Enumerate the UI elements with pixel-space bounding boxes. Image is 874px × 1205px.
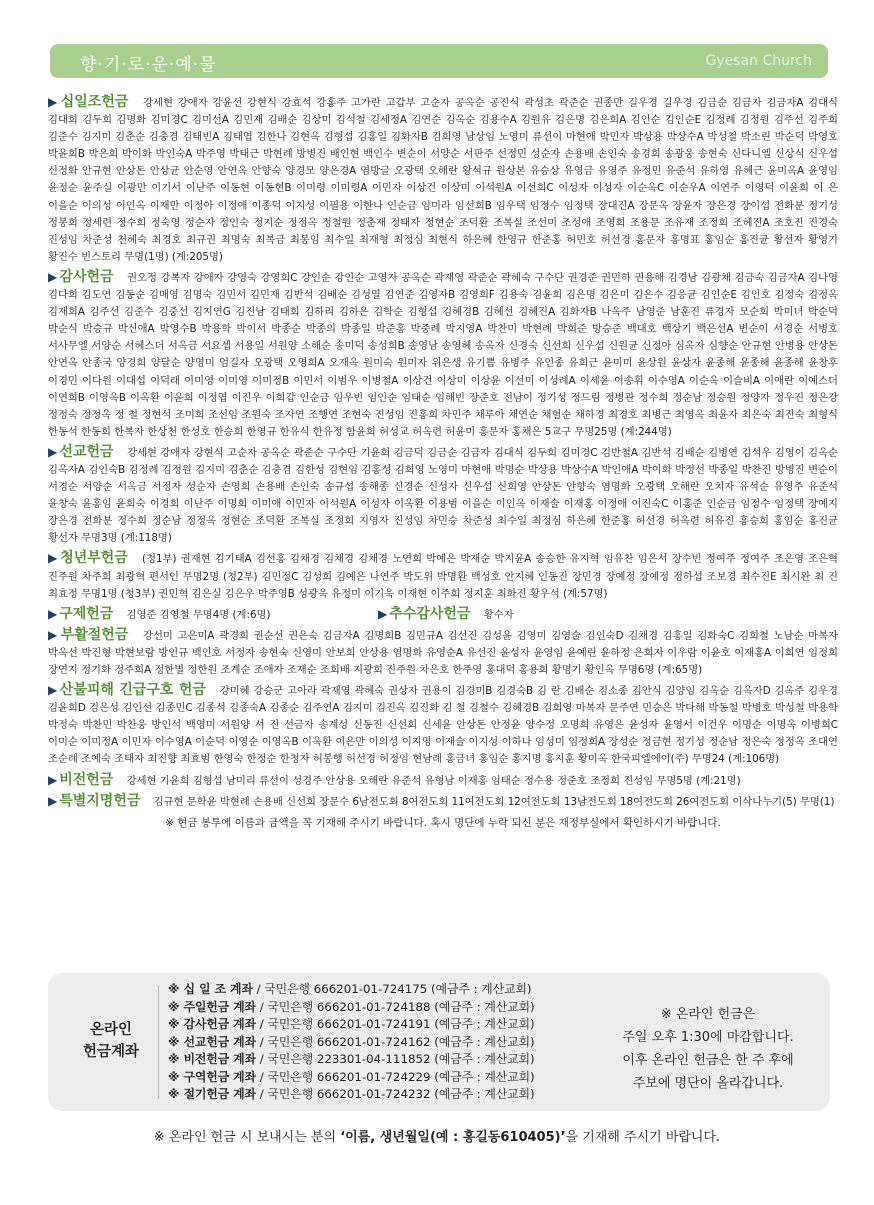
account-item: ※ 선교헌금 계좌 / 국민은행 666201-01-724162 (예금주 : 계산교회) [168, 1034, 535, 1049]
section-total: (계:244명) [620, 425, 672, 438]
name-list: 권오정 강복자 강애자 강영숙 강영희C 강인순 강인순 고영자 공옥순 곽재영 곽준순 곽혜숙 구수단 권경준 권민하 권용해 김경남 김광채 김금숙 김금자A 김나영 김다희 김도연 김동순 김매영 김명숙 김민서 김민재 김반석 김배순 김성열 김연준 김영자B 김영희F 김용숙 김윤희 김은명 김은미 김은수 김응균 김인순E 김인호 김정숙 김정옥 김재희A 김주선 김준수 김중선 김지연G 김진남 김태희 김하리 김하은 김학순 김형섭 김혜경B 김혜선 김혜진A 김화자B 나옥주 남영준 남훈진 류경자 모순희 박미녀 박순덕 박순식 박승규 박신애A 박영수B 박용학 박이서 박종순 박종의 박종일 박준홍 박중례 박지영A 박찬미 박현례 박희준 방승준 백대호 백상기 백은선A 변순이 서경순 서병호 서사무엘 서양순 서혜스더 서옥금 서요셉 서용일 서원양 소해순 송미덕 송성희B 송영남 송영혜 송옥자 신경숙 신선희 신우섭 신원균 신정아 심옥자 심향순 안규현 안병용 안상돈 안연옥 안종국 양경희 양달순 양영미 엄길자 오광택 오영희A 오재옥 원미숙 원미자 위은생 유기쁨 유병주 유인종 유희근 윤미미 윤상원 윤상자 윤종해 윤종해 윤종해 윤창후 이경민 이다원 이대섭 이덕래 이미영 이미영 이미정B 이민서 이범우 이병철A 이상건 이상미 이상윤 이선미 이성례A 이세윤 이송휘 이수영A 이순옥 이슬비A 이애란 이예스더 이연희B 이영옥B 이옥환 이윤희 이정엽 이진우 이희갑 인순금 임우빈 임인순 임태순 임해빈 장준호 전남이 정기성 정드림 정병관 정수희 정순남 정승원 정양자 정우진 정은강 정정숙 정정옥 정 철 정현석 조미희 조선임 조원숙 조자연 조행연 조현숙 진성임 진홍희 차민주 채루아 채연순 채혈순 채하경 최경호 최병근 최영옥 최윤자 최은숙 최진숙 최형식 한동석 한동희 한복자 한상천 한성호 한승희 한영규 한유식 한유정 함윤희 허성교 허옥련 허윤미 홍문자 홍채은 5교구 무명25명 [48, 271, 839, 438]
section-total: (계:106명) [728, 753, 780, 766]
online-note [608, 1003, 808, 1095]
section-title: 구제헌금 [59, 605, 114, 622]
account-item: ※ 십 일 조 계좌 / 국민은행 666201-01-724175 (예금주 : 계산교회) [168, 982, 532, 996]
name-list: 강미혜 강승군 고아라 곽재영 곽혜숙 권상자 권용이 김경미B 김경숙B 김 란 김배순 김소종 김안식 김양임 김옥순 김옥자D 김옥주 김우경 김윤희D 김은성 김인선 김종민C 김종석 김종숙A 김종순 김주연A 김지미 김진옥 김진화 김 철 김철수 김혜경B 김희영 마복자 문주연 민승은 박다해 박동철 박병호 박성철 박용학 박정숙 박찬민 박찬웅 방인석 백영미 서원양 서 진 선금자 송계성 신동진 신선희 신세윤 안상돈 안정윤 양수정 오명희 유영은 윤성자 윤영서 이건우 이명순 이명옥 이병희C 이미순 이미정A 이민자 이수영A 이순덕 이영순 이영옥B 이옥환 이은만 이의성 이지영 이재술 이지성 이하나 임성미 임정희A 장성순 정금현 정기성 정순남 정은숙 정정옥 조대연 조순례 조예숙 조태자 최진향 최효범 한영숙 한정순 한청자 허봉행 허선경 허정임 현남례 홍금녀 홍임순 홍지명 홍지훈 황미옥 한국피엘에이(주) 무명24 [48, 685, 838, 766]
account-item: ※ 절기헌금 계좌 / 국민은행 666201-01-724232 (예금주 : 계산교회) [168, 1087, 535, 1101]
name-list: 김규현 문학윤 박현례 손용배 신선희 장문수 6남전도회 8여전도회 11여전도회 12여전도회 13남전도회 18여전도회 26여전도회 이삭나누기(5) 무명(1) [153, 795, 835, 808]
section-title: 비전헌금 [59, 771, 114, 788]
section-easter [48, 627, 838, 679]
account-item: ※ 감사헌금 계좌 / 국민은행 666201-01-724191 (예금주 : 계산교회) [168, 1017, 535, 1031]
section-title: 추수감사헌금 [389, 605, 471, 622]
section-title: 십일조헌금 [60, 94, 129, 110]
online-account-box [48, 973, 830, 1111]
name-list: 김영준 김영철 무명4명 [126, 608, 230, 621]
section-title: 선교헌금 [59, 443, 114, 460]
section-relief [48, 606, 378, 624]
section-total: (계:21명) [696, 774, 741, 787]
footer-note [0, 1126, 874, 1145]
footer-prefix: ※ 온라인 헌금 시 보내시는 분의 [153, 1130, 341, 1145]
triangle-icon: ▶ [378, 606, 388, 621]
section-total: (계:57명) [562, 587, 608, 600]
section-total: (계:118명) [120, 532, 172, 545]
notice-text: ※ 현금 봉투에 이름과 금액을 꼭 기재해 주시기 바랍니다. 혹시 명단에 누락 되신 분은 재정부실에서 확인하시기 바랍니다. [165, 816, 721, 829]
section-total: (계:6명) [232, 608, 271, 621]
online-note-line: ※ 온라인 헌금은 [660, 1007, 756, 1022]
account-label-line1: 온라인 [89, 1022, 133, 1038]
name-list: (청1부) 권재현 김기태A 김선홍 김채경 김채경 김채경 노연희 박예은 박재순 박지윤A 송승한 유지혁 임유찬 임은서 장수빈 정여주 정여주 조은영 조은혁 진주원 차주희 최광혁 편서인 무명2명 (청2부) 김민정C 김성희 김예은 나연주 박도위 박명환 백성호 안지혜 인동진 장민경 장예정 장예정 정하섭 조보경 최수진E 최시완 최 진 최효정 무명1명 (청3부) 권민혁 김은실 김은우 박주영B 성광욱 유정미 이기욱 이재현 이주희 정지훈 최화진 황우석 [48, 553, 838, 600]
triangle-icon: ▶ [48, 95, 59, 109]
divider [158, 985, 159, 1099]
online-note-line: 주보에 명단이 올라갑니다. [632, 1076, 784, 1091]
section-harvest [378, 606, 708, 624]
name-list: 강세현 강애자 강현식 고순자 공옥순 곽준순 구수단 기윤희 김금덕 김금순 김금자 김대식 김두희 김미경C 김반철A 김반석 김배순 김병연 김석우 김영이 김옥순 김옥자A 김인숙B 김정례 김정원 김지미 김춘순 김충겸 김한성 김현임 김홍성 김희영 노영미 마현애 박명순 박상용 박상수A 박인애A 박이화 박정선 박종일 박찬진 방병진 변순이 서경순 서양순 서옥금 서정자 성순자 손영희 손용배 손인숙 송규섭 송해종 신경순 신성자 신우섭 신희영 안상돈 안향숙 염명화 오광택 오해란 오치자 유석순 유영주 유준석 윤창숙 윤홍임 윤희숙 이경희 이난주 이명희 이미애 이민자 이석원A 이성자 이옥환 이용범 이을순 이인옥 이재술 이재홍 이정애 이진숙C 이홍준 인순금 임정수 임정택 장예지 장은경 전화분 정수희 정순남 정정옥 정현순 조덕환 조복실 조정희 지영자 진성임 차민승 차준성 최수일 최정심 하은혜 한준홍 허선경 허옥련 허유진 홍승희 홍임순 홍진균 황선자 무명3명 [48, 446, 839, 545]
section-title: 특별지명헌금 [59, 792, 141, 809]
section-title: 감사헌금 [59, 268, 114, 285]
name-list: 황수자 [483, 608, 514, 621]
triangle-icon: ▶ [48, 683, 58, 698]
header-banner [50, 44, 828, 78]
section-total: (계:65명) [657, 664, 703, 676]
section-wildfire [48, 682, 838, 768]
account-item: ※ 주일헌금 계좌 / 국민은행 666201-01-724188 (예금주 : 계산교회) [168, 999, 535, 1014]
footer-emphasis: ‘이름, 생년월일(예 : 홍길동610405)’ [340, 1130, 566, 1145]
section-tithe [48, 94, 838, 266]
name-list: 강세현 기윤희 김형섭 남미리 류선이 성경주 안상용 오해란 유준석 유형남 이재홍 임태순 정수용 정준호 조정희 진성임 무명5명 [126, 774, 693, 787]
triangle-icon: ▶ [48, 444, 58, 459]
name-list: 강세현 강애자 강윤선 강현식 강효석 강홍주 고가란 고갑부 고순자 공옥순 공진식 곽성초 곽준순 권종만 길우경 길우경 김금순 김금자 김금자A 김대식 김대희 김두희 김명화 김미경C 김미선A 김민재 김배순 김상미 김석철 김세정A 김연순 김옥순 김용수A 김원유 김은명 김은희A 김인순 김인순E 김정례 김정원 김주선 김주희 김준수 김지미 김춘순 김충겸 김태빈A 김태엽 김한나 김현옥 김형섭 김홍일 김화자B 김희영 남상임 노영미 류선이 마현애 박민자 박상용 박상수A 박성철 박소린 박순덕 박영호 박윤희B 박은희 박이화 박인숙A 박주영 박태근 박현례 방병진 배인현 백인수 변순이 서양순 서판주 선정민 성순자 손용배 손인숙 송경희 송광웅 송현숙 신다니엘 신상식 신우섭 신정화 안규현 안상돈 안상균 안순영 안연옥 안향숙 양경모 양은경A 염방글 오광택 오해란 왕석규 원상본 유승상 유영금 유영주 유정민 유준석 유하영 유혜근 윤미옥A 윤영임 윤정순 윤주실 이광만 이기서 이난주 이동현 이동현B 이미령 이미령A 이민자 이상건 이상미 이석원A 이선희C 이성자 이성자 이순옥C 이순우A 이연주 이영덕 이윤희 이 은 이을순 이의성 이인옥 이재만 이정아 이정애 이종덕 이지성 이필용 이한나 인순금 임미라 임선희B 임우택 임정수 임정택 장대진A 장문옥 장윤자 장은경 장이섭 전화분 정기성 정봉희 정세련 정수희 정숙영 정순자 정인숙 정지순 정정옥 정철원 정춘재 정태자 정현순 조덕환 조복실 조선미 조성애 조영희 조용문 조유재 조정희 조혜진A 조호진 진경숙 진성임 차준성 천혜숙 최경호 최규권 최명숙 최복금 최봉임 최수일 최재형 최정심 최현식 하은혜 한영규 한준홍 허민호 허선경 홍문자 홍명표 홍임순 홍진균 황선자 황영기 황진수 빈스토리 무명(1명) [48, 97, 838, 263]
triangle-icon: ▶ [48, 551, 59, 566]
account-item: ※ 구역헌금 계좌 / 국민은행 666201-01-724229 (예금주 : 계산교회) [168, 1069, 535, 1084]
triangle-icon: ▶ [48, 772, 58, 787]
section-vision [48, 772, 838, 790]
online-note-line: 이후 온라인 헌금은 한 주 후에 [622, 1053, 794, 1068]
section-relief-harvest [48, 606, 838, 624]
church-name: Gyesan Church [705, 53, 812, 69]
footer-suffix: 을 기재해 주시기 바랍니다. [565, 1130, 721, 1145]
section-thanks [48, 269, 838, 441]
triangle-icon: ▶ [48, 627, 59, 642]
offering-lists [48, 94, 838, 834]
account-label-line2: 헌금계좌 [82, 1044, 140, 1060]
triangle-icon: ▶ [48, 269, 58, 284]
triangle-icon: ▶ [48, 606, 58, 621]
section-mission [48, 444, 838, 548]
section-title: 부활절헌금 [60, 626, 129, 643]
triangle-icon: ▶ [48, 793, 58, 808]
section-designated [48, 793, 838, 811]
name-list: 강선미 고은미A 곽경희 권순선 권은숙 김금자A 김명희B 김민규A 김선진 김성윤 김영미 김영술 김인숙D 김채경 김홍일 김화숙C 김희철 노남순 마복자 박옥선 박진형 박현보람 방인규 백인호 서정자 송현숙 신영미 안보희 안상용 염명화 유영순A 유선진 윤성자 윤영임 윤예린 윤하정 은희자 이우람 이윤호 이재홍A 이희연 임정희 장연지 정기화 정주희A 정한별 정한원 조계순 조애자 조재순 조희배 지광희 진주원 차은호 한주영 홍대덕 홍용희 황명기 황인옥 무명6명 [48, 629, 838, 676]
account-item: ※ 비전헌금 계좌 / 국민은행 223301-04-111852 (예금주 : 계산교회) [168, 1052, 535, 1066]
header-title: 향·기·로·운·예·물 [80, 55, 217, 75]
section-youth [48, 550, 838, 602]
account-list [168, 981, 535, 1104]
section-total: (계:205명) [171, 250, 223, 263]
section-title: 산불피해 긴급구호 헌금 [59, 682, 206, 699]
account-label [66, 1019, 156, 1063]
online-note-line: 주일 오후 1:30에 마감합니다. [622, 1030, 794, 1045]
section-title: 청년부헌금 [60, 550, 128, 567]
